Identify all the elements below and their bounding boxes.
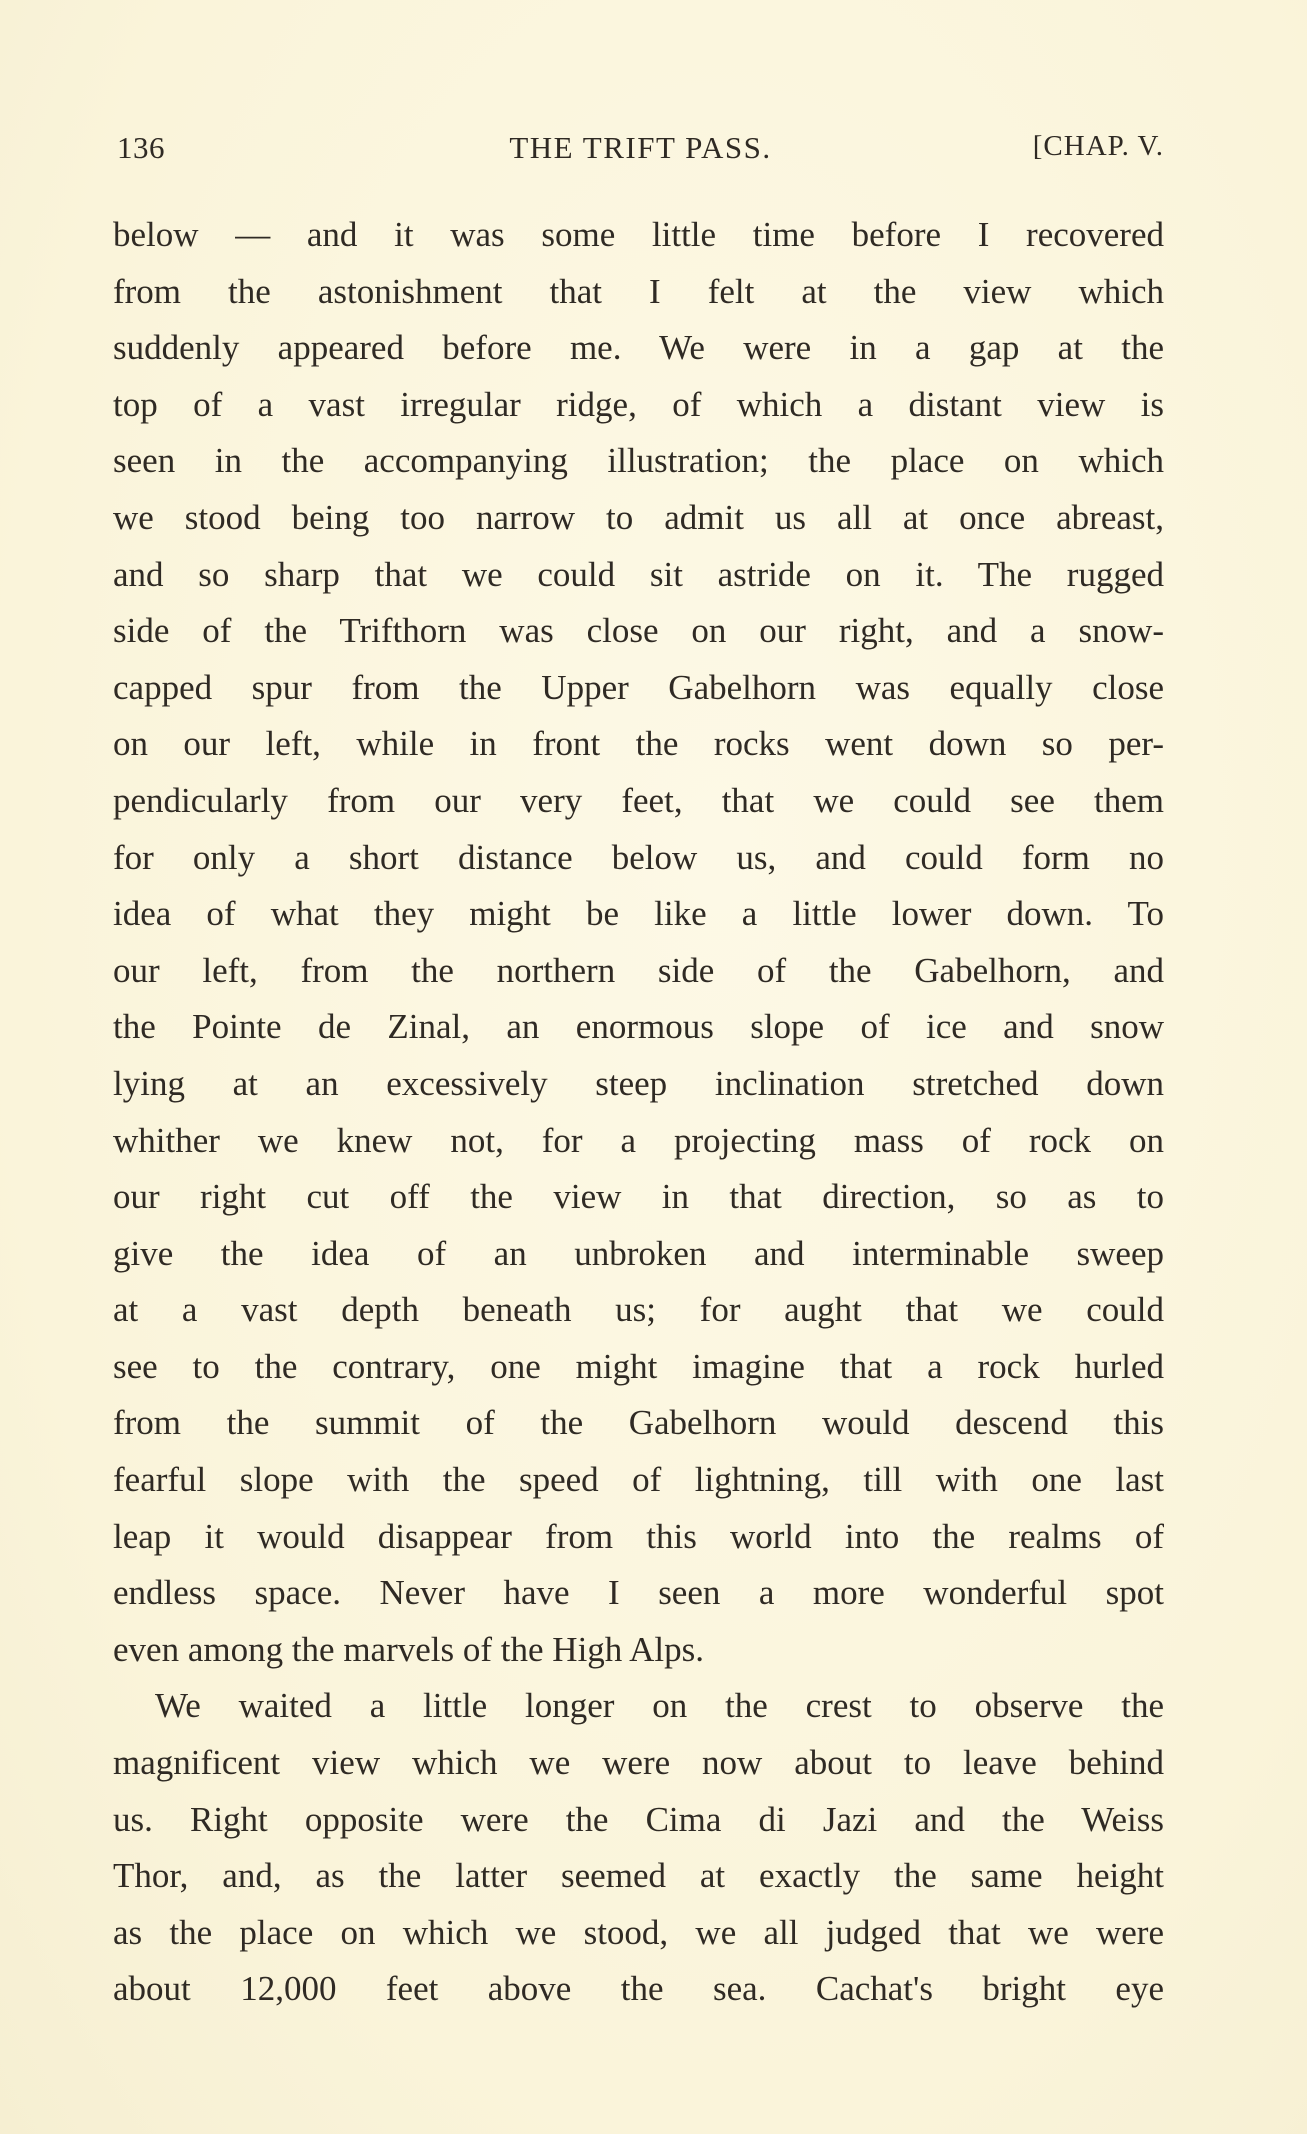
text-line: leap it would disappear from this world into the realms of [113, 1516, 1164, 1556]
text-line: top of a vast irregular ridge, of which a distant view is [113, 384, 1164, 424]
text-line: side of the Trifthorn was close on our right, and a snow- [113, 611, 1164, 651]
text-line: at a vast depth beneath us; for aught that we could [113, 1290, 1164, 1330]
text-line: endless space. Never have I seen a more wonderful spot [113, 1573, 1164, 1613]
text-line: the Pointe de Zinal, an enormous slope of ice and snow [113, 1007, 1164, 1047]
text-line: suddenly appeared before me. We were in a gap at the [113, 328, 1164, 368]
paragraph-end-line: even among the marvels of the High Alps. [113, 1629, 704, 1669]
text-line: pendicularly from our very feet, that we could see them [113, 780, 1164, 820]
text-line: for only a short distance below us, and could form no [113, 837, 1164, 877]
running-head [117, 130, 1164, 170]
text-line: idea of what they might be like a little lower down. To [113, 894, 1164, 934]
text-line: Thor, and, as the latter seemed at exactly the same height [113, 1856, 1164, 1896]
text-line: we stood being too narrow to admit us all at once abreast, [113, 497, 1164, 537]
text-line: from the astonishment that I felt at the view which [113, 271, 1164, 311]
text-line: us. Right opposite were the Cima di Jazi and the Weiss [113, 1799, 1164, 1839]
paragraph-start-line: We waited a little longer on the crest to observe the [155, 1686, 1164, 1726]
text-line: as the place on which we stood, we all judged that we were [113, 1912, 1164, 1952]
text-line: whither we knew not, for a projecting mass of rock on [113, 1120, 1164, 1160]
text-line: give the idea of an unbroken and interminable sweep [113, 1233, 1164, 1273]
text-line: our left, from the northern side of the Gabelhorn, and [113, 950, 1164, 990]
text-line: on our left, while in front the rocks went down so per- [113, 724, 1164, 764]
text-line: capped spur from the Upper Gabelhorn was equally close [113, 667, 1164, 707]
body-text [113, 207, 1164, 2018]
text-line: lying at an excessively steep inclination stretched down [113, 1063, 1164, 1103]
page-number: 136 [117, 130, 165, 165]
text-line: below — and it was some little time before I recovered [113, 215, 1164, 254]
text-line: fearful slope with the speed of lightning, till with one last [113, 1460, 1164, 1500]
text-line: from the summit of the Gabelhorn would descend this [113, 1403, 1164, 1443]
running-title: THE TRIFT PASS. [509, 130, 772, 165]
chapter-marker: [CHAP. V. [1032, 130, 1164, 162]
text-line: magnificent view which we were now about to leave behind [113, 1743, 1164, 1783]
text-line: and so sharp that we could sit astride on it. The rugged [113, 554, 1164, 594]
text-line: our right cut off the view in that direction, so as to [113, 1177, 1164, 1217]
text-line: seen in the accompanying illustration; the place on which [113, 441, 1164, 481]
text-line: see to the contrary, one might imagine that a rock hurled [113, 1346, 1164, 1386]
text-line: about 12,000 feet above the sea. Cachat's bright eye [113, 1969, 1164, 2009]
